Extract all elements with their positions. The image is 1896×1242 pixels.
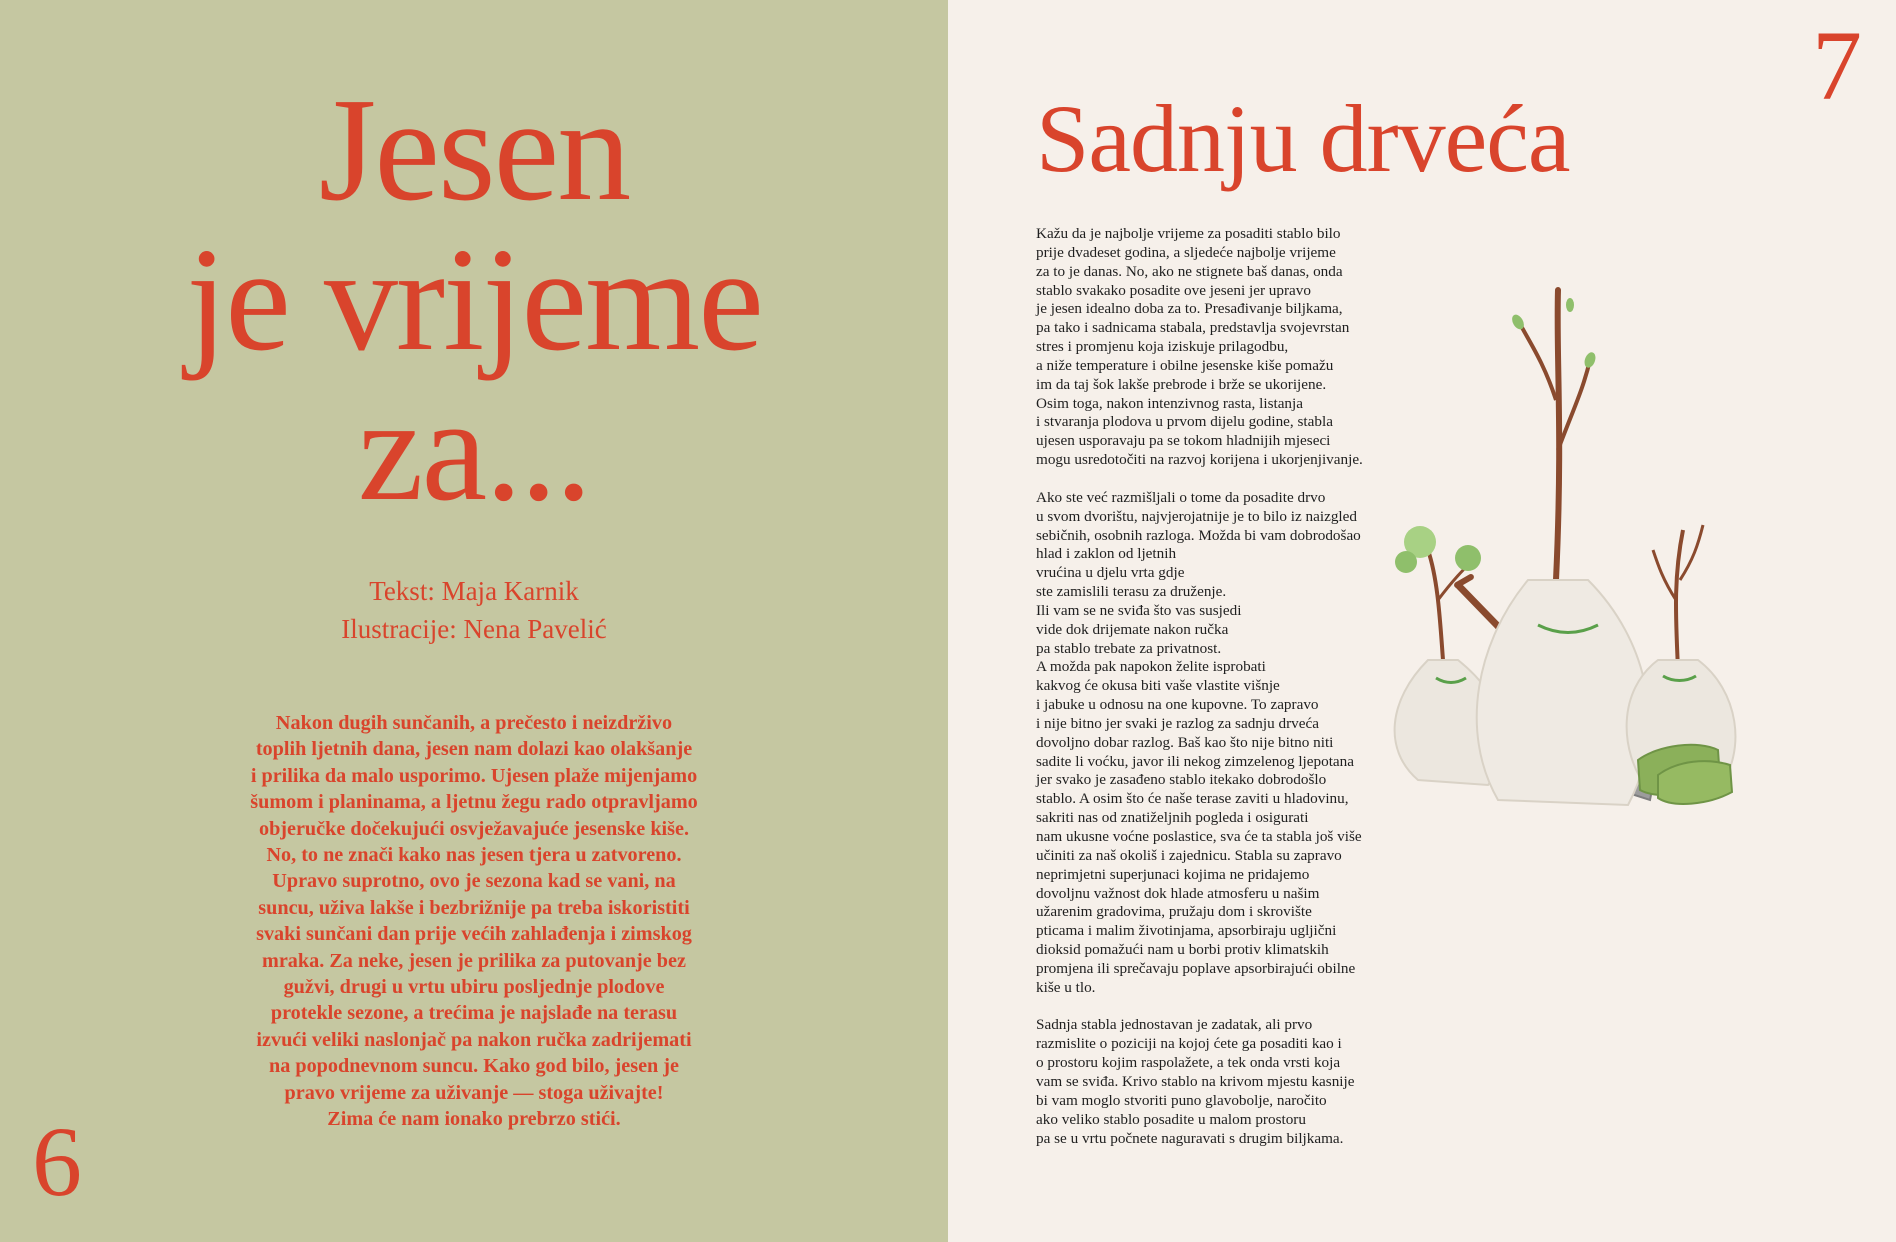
illustrator-credit: Ilustracije: Nena Pavelić <box>341 614 607 644</box>
body-line: pa tako i sadnicama stabala, predstavlja svojevrstan <box>1036 319 1350 337</box>
body-line: Ako ste već razmišljali o tome da posadite drvo <box>1036 488 1326 506</box>
body-line: i jabuke u odnosu na one kupovne. To zapravo <box>1036 696 1319 714</box>
body-paragraph <box>1036 1016 1456 1148</box>
intro-line: Nakon dugih sunčanih, a prečesto i neizdrživo <box>275 712 673 734</box>
intro-line: protekle sezone, a trećima je najslađe na terasu <box>270 1002 678 1025</box>
body-line: učiniti za naš okoliš i zajednicu. Stabla su zapravo <box>1036 846 1342 864</box>
body-line: dovoljnu važnost dok hlade atmosferu u našim <box>1036 884 1320 902</box>
body-line: bi vam moglo stvoriti puno glavobolje, naročito <box>1036 1091 1327 1109</box>
page-number-left: 6 <box>32 1106 82 1217</box>
right-tree-icon <box>1653 525 1703 670</box>
intro-line: pravo vrijeme za uživanje — stoga uživajte! <box>284 1081 664 1104</box>
body-line: promjena ili sprečavaju poplave apsorbirajući obilne <box>1036 959 1356 977</box>
body-line: stablo svakako posadite ove jeseni jer upravo <box>1036 281 1311 299</box>
body-line: kiše u tlo. <box>1036 978 1096 996</box>
intro-line: No, to ne znači kako nas jesen tjera u zatvoreno. <box>266 844 682 867</box>
intro-line: svaki sunčani dan prije većih zahlađenja i zimskog <box>256 923 692 946</box>
intro-line: Upravo suprotno, ovo je sezona kad se vani, na <box>272 870 676 893</box>
intro-line: i prilika da malo usporimo. Ujesen plaže mijenjamo <box>250 764 698 787</box>
body-line: i nije bitno jer svaki je razlog za sadnju drveća <box>1036 714 1319 732</box>
body-line: pticama i malim životinjama, apsorbiraju ugljični <box>1036 922 1337 940</box>
intro-line: izvući veliki naslonjač pa nakon ručka zadrijemati <box>256 1028 692 1051</box>
body-line: jer svako je zasađeno stablo itekako dobrodošlo <box>1036 771 1327 789</box>
saplings-illustration <box>1358 280 1758 840</box>
intro-line: mraka. Za neke, jesen je prilika za putovanje bez <box>262 949 686 972</box>
body-line: vam se sviđa. Krivo stablo na krivom mjestu kasnije <box>1036 1072 1355 1090</box>
body-line: Osim toga, nakon intenzivnog rasta, listanja <box>1036 394 1303 412</box>
body-line: vide dok drijemate nakon ručka <box>1036 620 1229 638</box>
body-line: nam ukusne voćne poslastice, sva će ta stabla još više <box>1036 828 1362 845</box>
body-line: dioksid pomažući nam u borbi protiv klimatskih <box>1036 941 1329 959</box>
feature-title-line: Jesen <box>318 68 630 232</box>
intro-line: objeručke dočekujući osvježavajuće jesenske kiše. <box>258 817 690 840</box>
feature-title-line: za... <box>357 368 591 532</box>
body-line: stres i promjenu koja iziskuje prilagodbu, <box>1036 338 1289 356</box>
body-line: hlad i zaklon od ljetnih <box>1036 545 1177 563</box>
body-line: pa stablo trebate za privatnost. <box>1036 639 1222 657</box>
intro-paragraph <box>214 710 734 1133</box>
tall-tree-icon <box>1510 290 1598 580</box>
body-line: im da taj šok lakše prebrode i brže se ukorijene. <box>1036 375 1327 393</box>
body-line: o prostoru kojim raspolažete, a tek onda vrsti koja <box>1036 1054 1341 1072</box>
body-line: ste zamislili terasu za druženje. <box>1036 583 1227 601</box>
body-line: u svom dvorištu, najvjerojatnije je to bilo iz naizgled <box>1036 507 1357 525</box>
article-title: Sadnju drveća <box>1036 85 1570 192</box>
intro-line: suncu, uživa lakše i bezbrižnije pa treba iskoristiti <box>258 896 690 919</box>
body-line: dovoljno dobar razlog. Baš kao što nije bitno niti <box>1036 733 1334 751</box>
body-line: za to je danas. No, ako ne stignete baš danas, onda <box>1036 262 1343 280</box>
body-line: užarenim gradovima, pružaju dom i skrovište <box>1036 903 1312 921</box>
body-line: razmislite o poziciji na kojoj ćete ga posaditi kao i <box>1036 1035 1342 1053</box>
body-line: mogu usredotočiti na razvoj korijena i ukorjenjivanje. <box>1036 451 1363 469</box>
intro-line: toplih ljetnih dana, jesen nam dolazi kao olakšanje <box>255 738 693 761</box>
intro-line: na popodnevnom suncu. Kako god bilo, jesen je <box>268 1055 679 1078</box>
body-line: a niže temperature i obilne jesenske kiše pomažu <box>1036 356 1334 374</box>
gardening-gloves-icon <box>1638 745 1732 804</box>
intro-line: gužvi, drugi u vrtu ubiru posljednje plodove <box>283 976 665 999</box>
feature-title <box>0 68 948 532</box>
body-line: stablo. A osim što će naše terase zaviti u hladovinu, <box>1036 790 1349 808</box>
credits <box>0 572 948 648</box>
body-line: Kažu da je najbolje vrijeme za posaditi stablo bilo <box>1036 225 1341 242</box>
intro-line: šumom i planinama, a ljetnu žegu rado otpravljamo <box>250 791 698 814</box>
body-line: neprimjetni superjunaci kojima ne pridajemo <box>1036 865 1310 883</box>
intro-line: Zima će nam ionako prebrzo stići. <box>327 1108 621 1131</box>
body-line: je jesen idealno doba za to. Presađivanje biljkama, <box>1036 300 1343 318</box>
body-line: ujesen usporavaju pa se tokom hladnijih mjeseci <box>1036 432 1331 450</box>
body-line: kakvog će okusa biti vaše vlastite višnje <box>1036 677 1280 695</box>
body-line: sadite li voćku, javor ili nekog zimzelenog ljepotana <box>1036 752 1354 770</box>
feature-title-line: je vrijeme <box>186 218 762 382</box>
body-line: Ili vam se ne sviđa što vas susjedi <box>1036 601 1242 619</box>
body-line: sakriti nas od znatiželjnih pogleda i osigurati <box>1036 809 1309 827</box>
body-line: Sadnja stabla jednostavan je zadatak, ali prvo <box>1036 1016 1313 1034</box>
page-number-right: 7 <box>1812 10 1862 121</box>
body-line: i stvaranja plodova u prvom dijelu godine, stabla <box>1036 413 1333 431</box>
right-page <box>948 0 1896 1242</box>
body-line: prije dvadeset godina, a sljedeće najbolje vrijeme <box>1036 243 1336 261</box>
body-line: A možda pak napokon želite isprobati <box>1036 658 1266 676</box>
body-line: sebičnih, osobnih razloga. Možda bi vam dobrodošao <box>1036 526 1361 544</box>
body-line: vrućina u djelu vrta gdje <box>1036 564 1185 582</box>
body-line: pa se u vrtu počnete naguravati s drugim biljkama. <box>1036 1129 1344 1147</box>
author-credit: Tekst: Maja Karnik <box>369 576 579 606</box>
body-line: ako veliko stablo posadite u malom prostoru <box>1036 1110 1306 1128</box>
